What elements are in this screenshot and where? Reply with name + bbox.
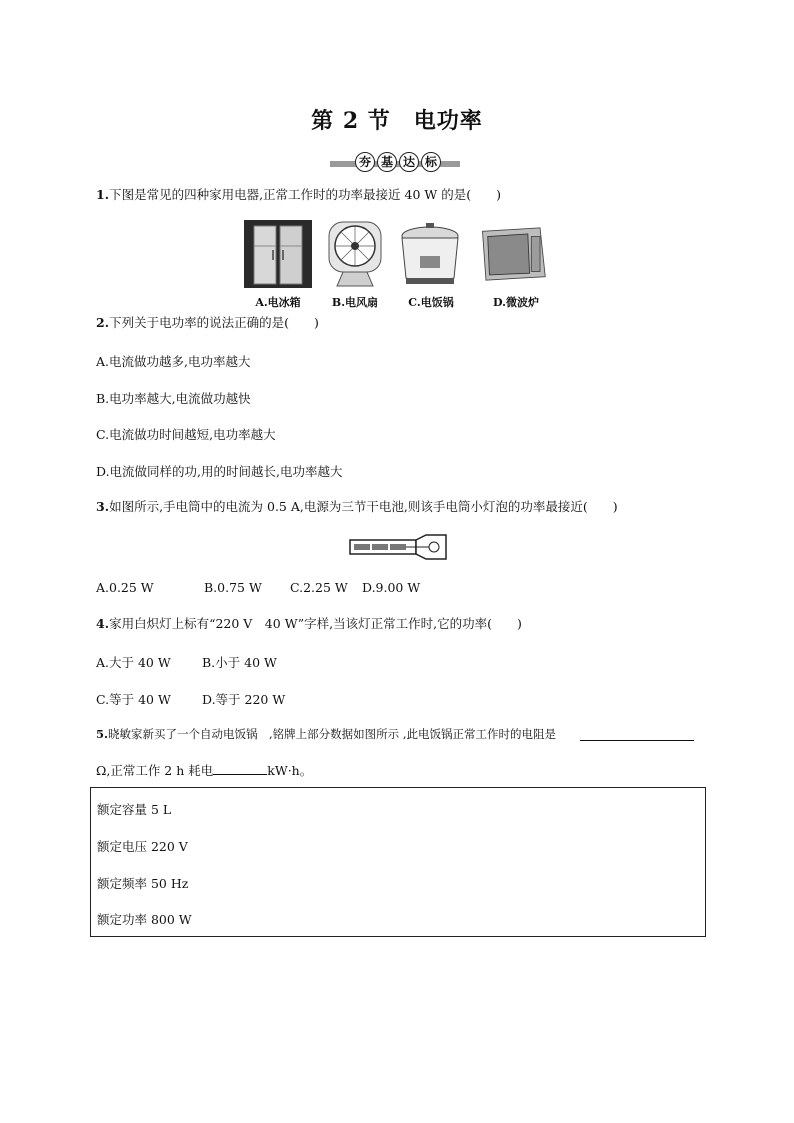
question-number: 4. — [96, 616, 110, 631]
option-c: C.等于 40 W — [96, 692, 171, 707]
microwave-icon — [479, 220, 547, 288]
option-b: B.电功率越大,电流做功越快 — [96, 391, 251, 406]
question-4 — [96, 616, 522, 632]
option-d: D.等于 220 W — [202, 692, 286, 707]
question-text: kW·h。 — [267, 763, 313, 778]
option-c: C.2.25 W — [290, 580, 348, 595]
question-5 — [96, 726, 556, 742]
section-badge — [330, 152, 460, 172]
question-1 — [96, 187, 501, 203]
page-title: 第 2 节 电功率 — [311, 108, 483, 134]
rice-cooker-icon — [396, 220, 464, 288]
option-caption: A.电冰箱 — [255, 296, 301, 309]
answer-blank-resistance[interactable] — [580, 726, 694, 741]
question-text: 家用白炽灯上标有“220 V 40 W”字样,当该灯正常工作时,它的功率( ) — [109, 616, 522, 631]
flashlight-diagram — [348, 533, 448, 561]
option-a: A.大于 40 W — [96, 655, 171, 670]
nameplate-row: 额定频率 50 Hz — [97, 876, 189, 891]
option-a: A.0.25 W — [96, 580, 154, 595]
nameplate-table — [90, 787, 706, 937]
question-5-line-2 — [96, 762, 312, 779]
refrigerator-icon — [244, 220, 312, 288]
option-d: D.9.00 W — [362, 580, 421, 595]
electric-fan-icon — [321, 220, 389, 288]
nameplate-row: 额定电压 220 V — [97, 839, 188, 854]
option-a: A.电流做功越多,电功率越大 — [96, 354, 251, 369]
option-caption: C.电饭锅 — [408, 296, 454, 309]
question-text: 下图是常见的四种家用电器,正常工作时的功率最接近 40 W 的是( ) — [109, 187, 501, 202]
badge-char: 标 — [421, 152, 441, 172]
question-2 — [96, 315, 319, 331]
nameplate-row: 额定功率 800 W — [97, 912, 192, 927]
option-c: C.电流做功时间越短,电功率越大 — [96, 427, 276, 442]
option-caption: D.微波炉 — [493, 296, 539, 309]
question-number: 2. — [96, 315, 110, 330]
option-b: B.小于 40 W — [202, 655, 277, 670]
question-text: 如图所示,手电筒中的电流为 0.5 A,电源为三节干电池,则该手电筒小灯泡的功率最接近( ) — [109, 499, 618, 514]
question-3 — [96, 499, 618, 515]
badge-char: 基 — [377, 152, 397, 172]
nameplate-row: 额定容量 5 L — [97, 802, 172, 817]
answer-blank-energy[interactable] — [213, 762, 267, 775]
option-caption: B.电风扇 — [331, 296, 379, 309]
question-number: 3. — [96, 499, 110, 514]
option-b: B.0.75 W — [204, 580, 262, 595]
question-number: 1. — [96, 187, 110, 202]
option-d: D.电流做同样的功,用的时间越长,电功率越大 — [96, 464, 343, 479]
question-text: Ω,正常工作 2 h 耗电 — [96, 763, 214, 778]
question-text: 晓敏家新买了一个自动电饭锅 ,铭牌上部分数据如图所示 ,此电饭锅正常工作时的电阻是 — [108, 727, 556, 741]
badge-char: 达 — [399, 152, 419, 172]
question-number: 5. — [96, 727, 109, 741]
question-text: 下列关于电功率的说法正确的是( ) — [109, 315, 319, 330]
badge-char: 夯 — [355, 152, 375, 172]
